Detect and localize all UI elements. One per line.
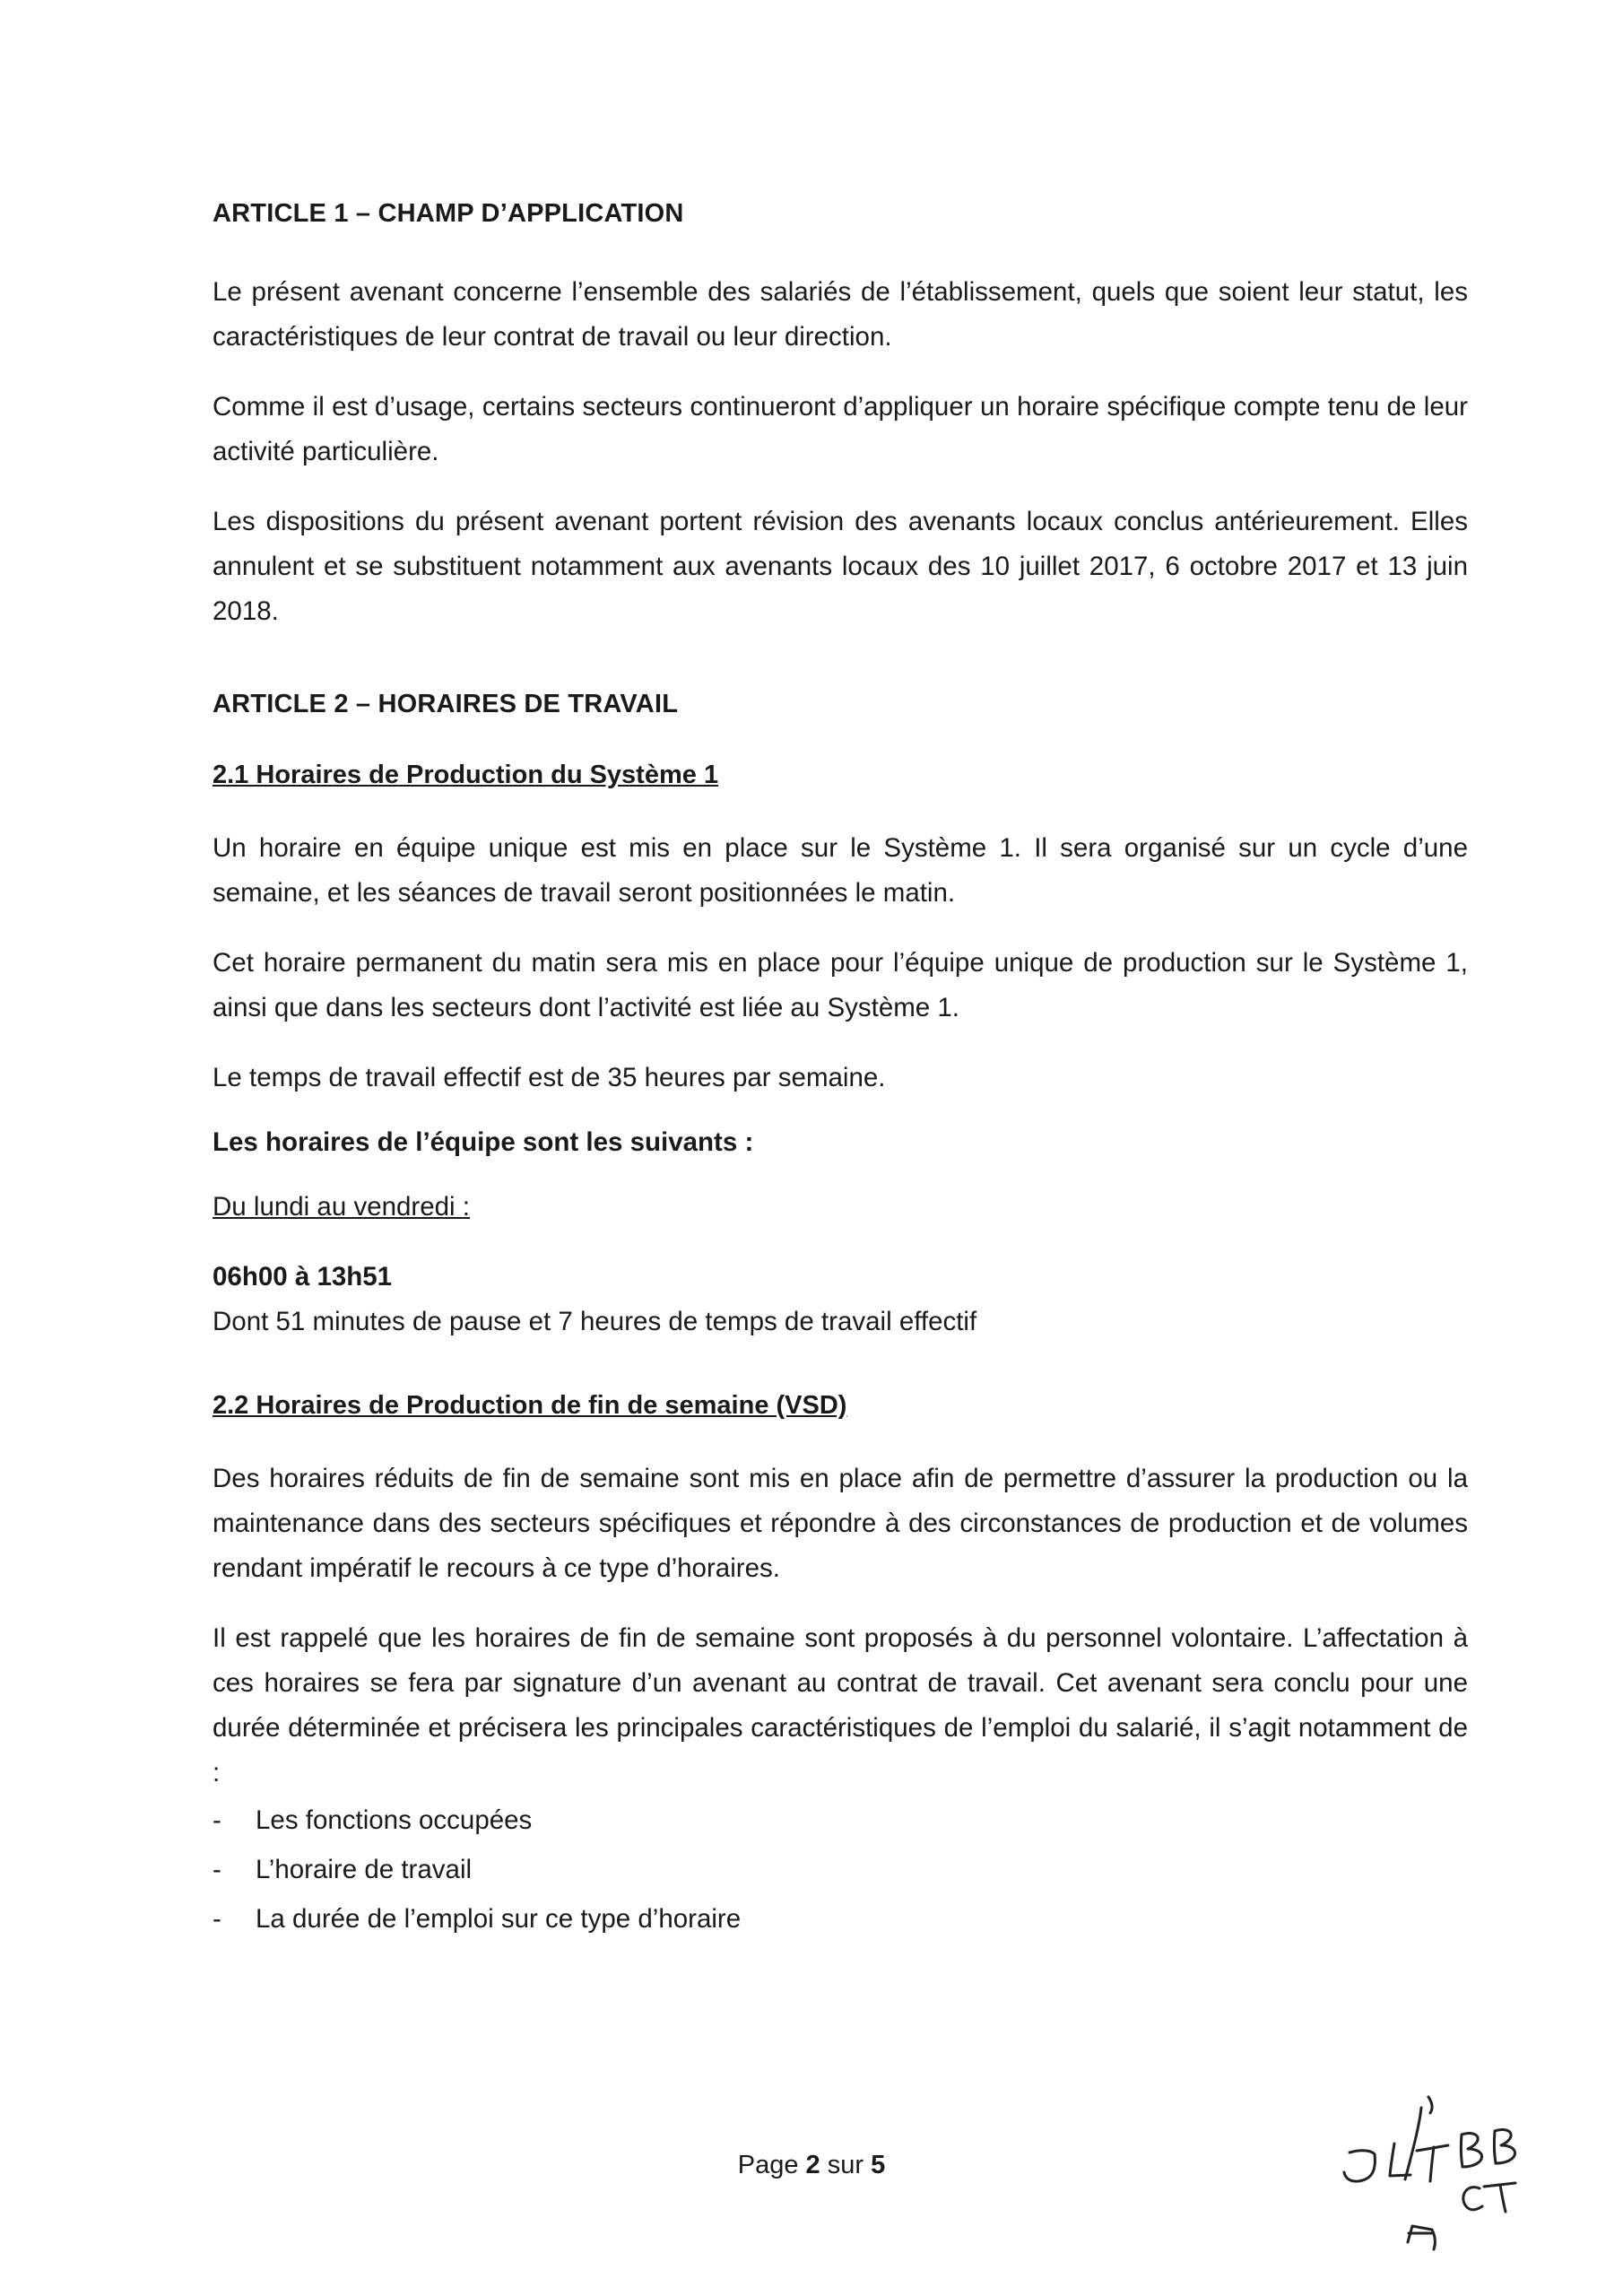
- section-2-1-title: 2.1 Horaires de Production du Système 1: [213, 761, 719, 789]
- handwritten-initials: [1323, 2090, 1556, 2269]
- section-2-2-paragraph-1: Des horaires réduits de fin de semaine sont mis en place afin de permettre d’assurer la production ou la maintenance dans des secteurs spécifiques et répondre à des circonstances de production et de volumes rendant impératif le recours à ce type d’horaires.: [213, 1464, 1468, 1583]
- list-item: - L’horaire de travail: [213, 1845, 1468, 1894]
- article-1-title: ARTICLE 1 – CHAMP D’APPLICATION: [213, 199, 684, 228]
- team-hours-heading: Les horaires de l’équipe sont les suivants :: [213, 1127, 754, 1157]
- article-1-paragraph-3: Les dispositions du présent avenant portent révision des avenants locaux conclus antérieurement. Elles annulent et se substituent notamment aux avenants locaux des 10 juillet 2017, 6 octobre 2017 et 13 juin 2018.: [213, 507, 1468, 626]
- article-1-paragraph-2: Comme il est d’usage, certains secteurs continueront d’appliquer un horaire spécifique compte tenu de leur activité particulière.: [213, 392, 1468, 466]
- section-2-1-paragraph-3: Le temps de travail effectif est de 35 heures par semaine.: [213, 1063, 886, 1092]
- page-content: [213, 199, 1468, 1944]
- section-2-2-title: 2.2 Horaires de Production de fin de semaine (VSD): [213, 1391, 847, 1420]
- list-item: - La durée de l’emploi sur ce type d’horaire: [213, 1894, 1468, 1944]
- page-label: Page: [737, 2151, 799, 2179]
- article-1-paragraph-1: Le présent avenant concerne l’ensemble des salariés de l’établissement, quels que soient leur statut, les caractéristiques de leur contrat de travail ou leur direction.: [213, 277, 1468, 352]
- section-2-2-paragraph-2: Il est rappelé que les horaires de fin de semaine sont proposés à du personnel volontaire. L’affectation à ces horaires se fera par signature d’un avenant au contrat de travail. Cet avenant sera conclu pour une durée déterminée et précisera les principales caractéristiques de l’emploi du salarié, il s’agit notamment de :: [213, 1623, 1468, 1787]
- characteristics-list: [213, 1796, 1468, 1944]
- days-label: Du lundi au vendredi :: [213, 1192, 470, 1222]
- section-2-1-paragraph-2: Cet horaire permanent du matin sera mis en place pour l’équipe unique de production sur le Système 1, ainsi que dans les secteurs dont l’activité est liée au Système 1.: [213, 948, 1468, 1022]
- hours-value: 06h00 à 13h51: [213, 1262, 393, 1292]
- page-current: 2: [805, 2151, 820, 2179]
- section-2-1-paragraph-1: Un horaire en équipe unique est mis en place sur le Système 1. Il sera organisé sur un cycle d’une semaine, et les séances de travail seront positionnées le matin.: [213, 833, 1468, 908]
- page-total: 5: [871, 2151, 886, 2179]
- hours-detail: Dont 51 minutes de pause et 7 heures de temps de travail effectif: [213, 1307, 977, 1336]
- page-separator: sur: [827, 2151, 864, 2179]
- list-item: - Les fonctions occupées: [213, 1796, 1468, 1845]
- article-2-title: ARTICLE 2 – HORAIRES DE TRAVAIL: [213, 690, 679, 718]
